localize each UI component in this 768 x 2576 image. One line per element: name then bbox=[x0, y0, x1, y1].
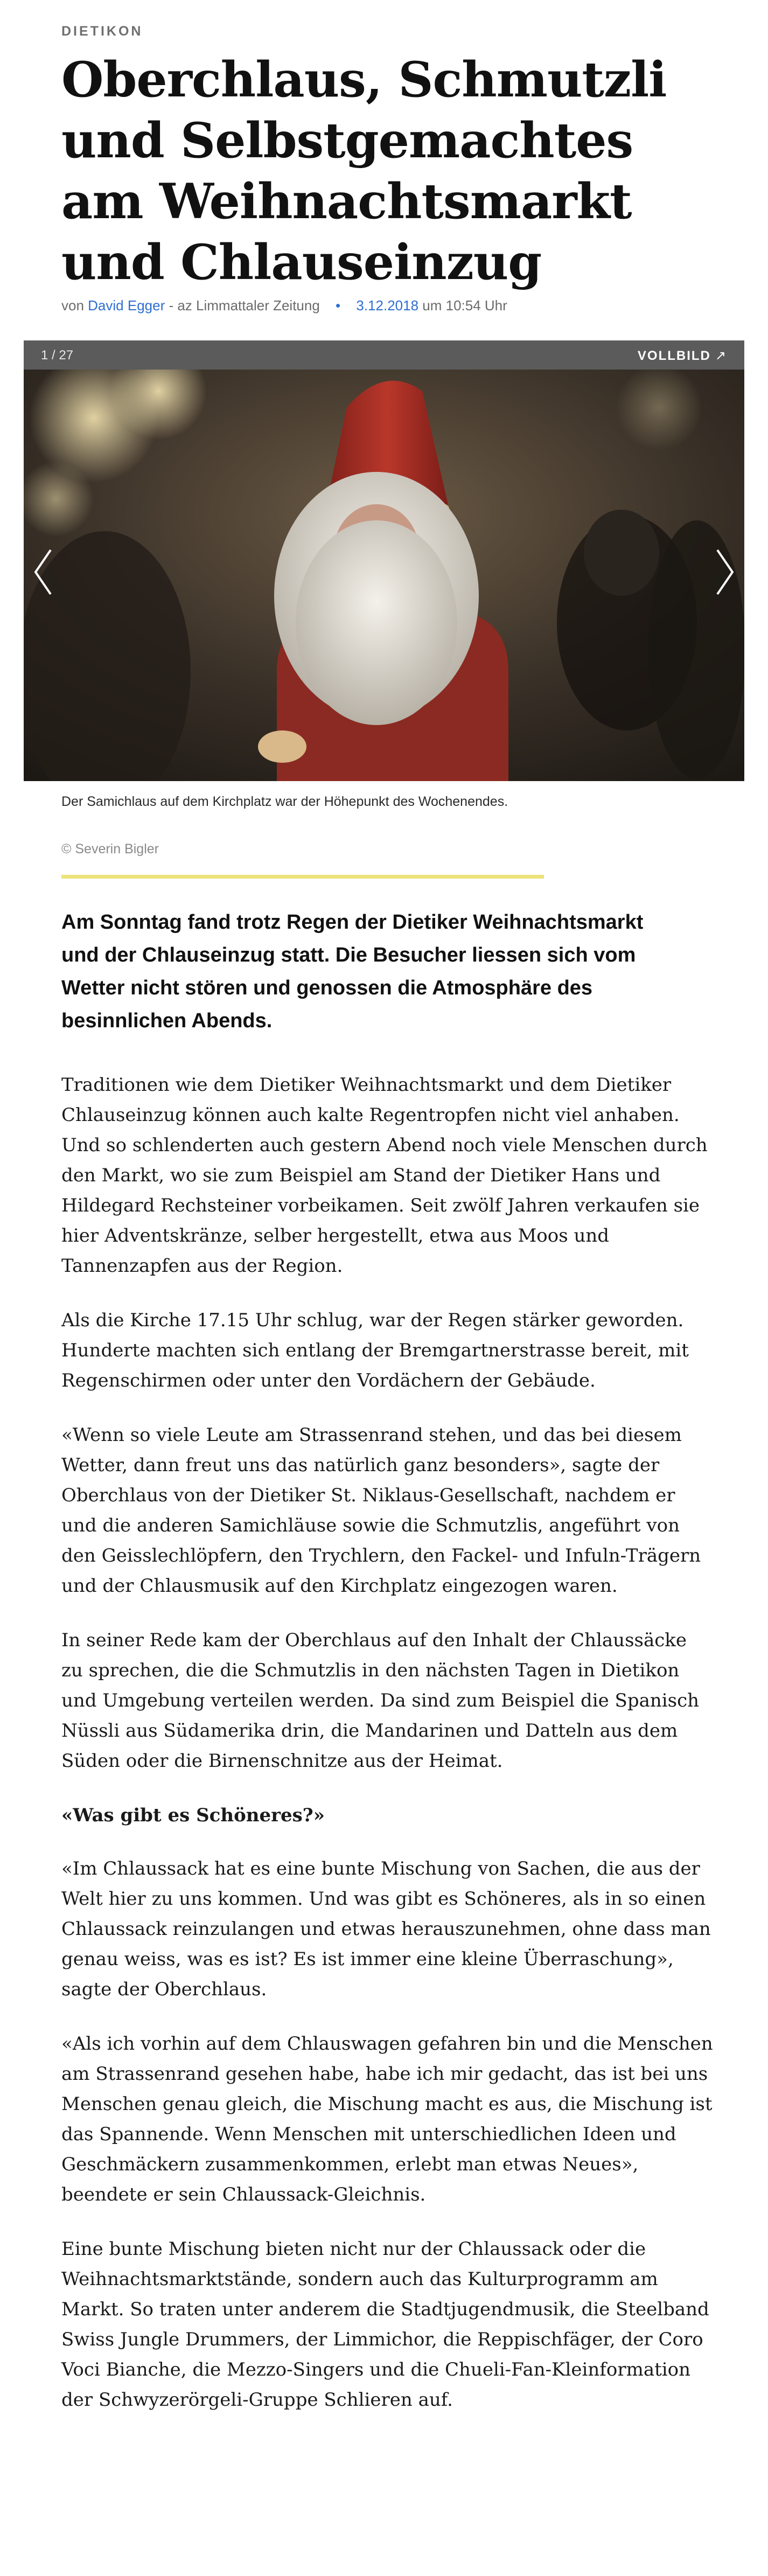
gallery-prev-button[interactable] bbox=[27, 534, 59, 610]
byline-source: - az Limmattaler Zeitung bbox=[169, 297, 320, 314]
lead-divider bbox=[61, 875, 544, 879]
publish-time: um 10:54 Uhr bbox=[422, 297, 507, 314]
article-kicker[interactable]: DIETIKON bbox=[61, 24, 143, 39]
fullscreen-button[interactable] bbox=[638, 348, 727, 364]
article-body bbox=[61, 1070, 713, 2439]
body-paragraph: «Als ich vorhin auf dem Chlauswagen gefahren bin und die Menschen am Strassenrand gesehen habe, habe ich mir gedacht, das ist bei uns Menschen genau gleich, die Mischung macht es aus, die Mischung ist das Spannende. Wenn Menschen mit unterschiedlichen Ideen und Geschmäckern zusammenkommen, erlebt man etwas Neues», beendete er sein Chlaussack-Gleichnis. bbox=[61, 2033, 713, 2205]
body-subheading: «Was gibt es Schöneres?» bbox=[61, 1805, 325, 1826]
author-link[interactable]: David Egger bbox=[88, 297, 165, 314]
image-credit: © Severin Bigler bbox=[61, 841, 159, 857]
image-caption: Der Samichlaus auf dem Kirchplatz war der Höhepunkt des Wochenendes. bbox=[61, 794, 508, 809]
gallery-toolbar bbox=[24, 340, 744, 370]
article-lead: Am Sonntag fand trotz Regen der Dietiker Weihnachtsmarkt und der Chlauseinzug statt. Die Besucher liessen sich vom Wetter nicht stören und genossen die Atmosphäre des besinnlichen Abends. bbox=[61, 911, 644, 1032]
body-paragraph: Eine bunte Mischung bieten nicht nur der Chlaussack oder die Weihnachtsmarktstände, sondern auch das Kulturprogramm am Markt. So traten unter anderem die Stadtjugendmusik, die Steelband Swiss Jungle Drummers, der Limmichor, die Reppischfäger, der Coro Voci Bianche, die Mezzo-Singers und die Chueli-Fan-Kleinformation der Schwyzerörgeli-Gruppe Schlieren auf. bbox=[61, 2238, 709, 2411]
body-paragraph: Traditionen wie dem Dietiker Weihnachtsmarkt und dem Dietiker Chlauseinzug können auch kalte Regentropfen nicht viel anhaben. Und so schlenderten auch gestern Abend noch viele Menschen durch den Markt, wo sie zum Beispiel am Stand der Dietiker Hans und Hildegard Rechsteiner vorbeikamen. Seit zwölf Jahren verkaufen sie hier Adventskränze, selber hergestellt, etwa aus Moos und Tannenzapfen aus der Region. bbox=[61, 1074, 708, 1277]
gallery-next-button[interactable] bbox=[709, 534, 741, 610]
body-paragraph: «Im Chlaussack hat es eine bunte Mischung von Sachen, die aus der Welt hier zu uns kommen. Und was gibt es Schöneres, als in so einen Chlaussack reinzulangen und etwas herauszunehmen, ohne dass man genau weiss, was es ist? Es ist immer eine kleine Überraschung», sagte der Oberchlaus. bbox=[61, 1858, 711, 2000]
byline bbox=[61, 297, 507, 314]
body-paragraph: «Wenn so viele Leute am Strassenrand stehen, und das bei diesem Wetter, dann freut uns das natürlich ganz besonders», sagte der Oberchlaus von der Dietiker St. Niklaus-Gesellschaft, nachdem er und die anderen Samichläuse sowie die Schmutzlis, angeführt von den Geisslechlöpfern, den Trychlern, den Fackel- und Infuln-Trägern und der Chlausmusik auf den Kirchplatz eingezogen waren. bbox=[61, 1424, 701, 1597]
arrow-up-right-icon: ↗ bbox=[715, 349, 727, 363]
byline-prefix: von bbox=[61, 297, 84, 314]
publish-date: 3.12.2018 bbox=[356, 297, 419, 314]
body-paragraph: In seiner Rede kam der Oberchlaus auf den Inhalt der Chlaussäcke zu sprechen, die die Schmutzlis in den nächsten Tagen in Dietikon und Umgebung verteilen werden. Da sind zum Beispiel die Spanisch Nüssli aus Südamerika drin, die Mandarinen und Datteln aus dem Süden oder die Birnenschnitze aus der Heimat. bbox=[61, 1630, 700, 1772]
image-gallery[interactable] bbox=[24, 340, 744, 781]
gallery-counter: 1 / 27 bbox=[41, 348, 74, 363]
chevron-left-icon bbox=[32, 548, 54, 596]
gallery-photo[interactable] bbox=[24, 370, 744, 781]
chevron-right-icon bbox=[714, 548, 736, 596]
byline-separator: • bbox=[336, 297, 341, 314]
fullscreen-label: VOLLBILD bbox=[637, 349, 711, 363]
article-headline: Oberchlaus, Schmutzli und Selbstgemachtes am Weihnachtsmarkt und Chlauseinzug bbox=[61, 51, 667, 291]
body-paragraph: Als die Kirche 17.15 Uhr schlug, war der Regen stärker geworden. Hunderte machten sich entlang der Bremgartnerstrasse bereit, mit Regenschirmen oder unter den Vordächern der Gebäude. bbox=[61, 1310, 689, 1391]
